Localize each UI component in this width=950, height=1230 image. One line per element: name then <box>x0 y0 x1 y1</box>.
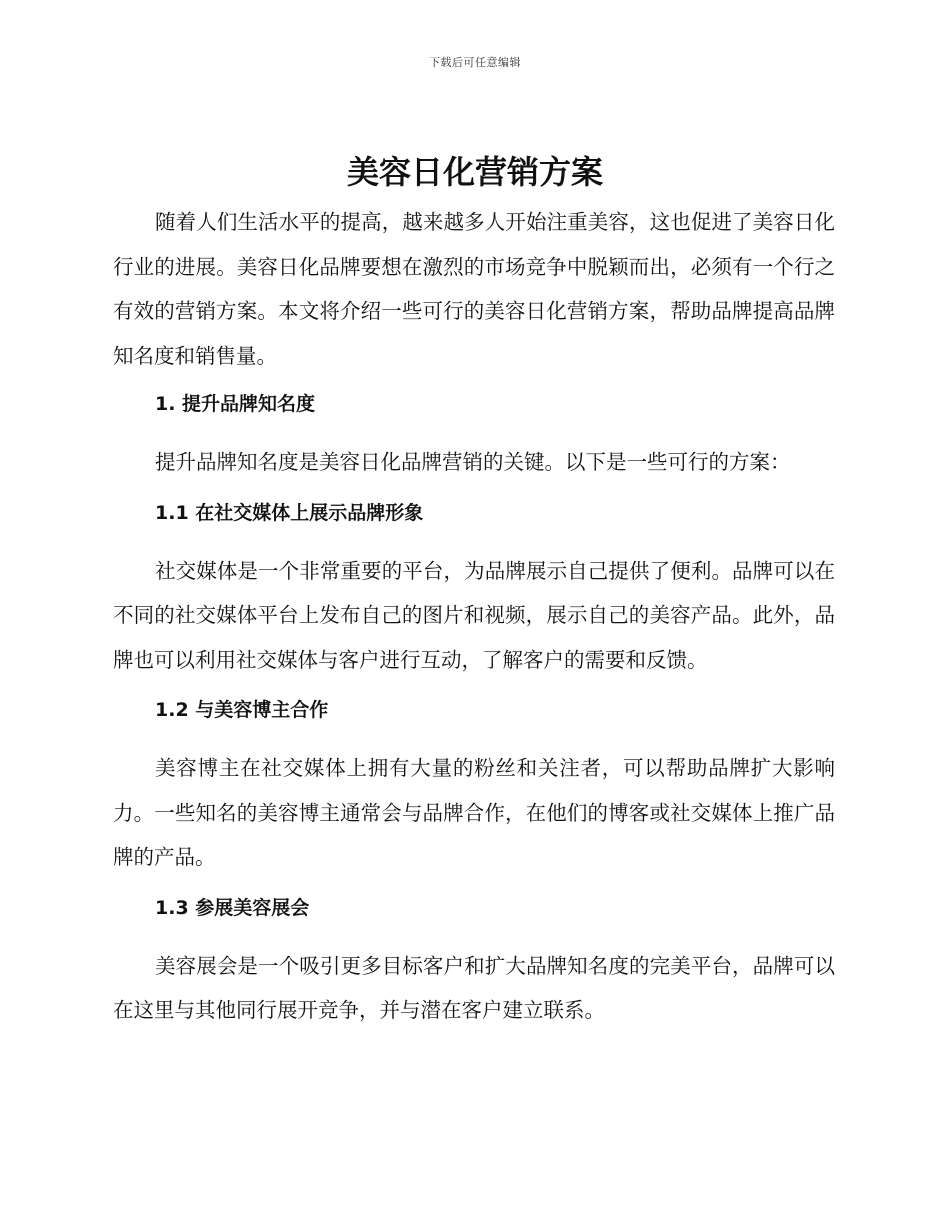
section-1-2-heading: 1.2 与美容博主合作 <box>155 699 329 721</box>
section-1-3-heading: 1.3 参展美容展会 <box>155 896 310 919</box>
section-1-paragraph: 提升品牌知名度是美容日化品牌营销的关键。以下是一些可行的方案： <box>155 450 791 474</box>
section-1-2-paragraph: 美容博主在社交媒体上拥有大量的粉丝和关注者，可以帮助品牌扩大影响力。一些知名的美容博主通常会与品牌合作，在他们的博客或社交媒体上推广品牌的产品。 <box>113 756 835 869</box>
section-1-heading: 1. 提升品牌知名度 <box>155 393 316 415</box>
section-1-1-paragraph: 社交媒体是一个非常重要的平台，为品牌展示自己提供了便利。品牌可以在不同的社交媒体平台上发布自己的图片和视频，展示自己的美容产品。此外，品牌也可以利用社交媒体与客户进行互动，了解客户的需要和反馈。 <box>113 558 835 672</box>
document-title: 美容日化营销方案 <box>346 153 603 191</box>
intro-paragraph: 随着人们生活水平的提高，越来越多人开始注重美容，这也促进了美容日化行业的进展。美容日化品牌要想在激烈的市场竞争中脱颖而出，必须有一个行之有效的营销方案。本文将介绍一些可行的美容日化营销方案，帮助品牌提高品牌知名度和销售量。 <box>113 210 835 368</box>
section-1-3-paragraph: 美容展会是一个吸引更多目标客户和扩大品牌知名度的完美平台，品牌可以在这里与其他同行展开竞争，并与潜在客户建立联系。 <box>113 953 835 1022</box>
header-note: 下载后可任意编辑 <box>429 56 521 69</box>
document-body <box>113 200 835 1033</box>
section-1-1-heading: 1.1 在社交媒体上展示品牌形象 <box>155 501 424 524</box>
